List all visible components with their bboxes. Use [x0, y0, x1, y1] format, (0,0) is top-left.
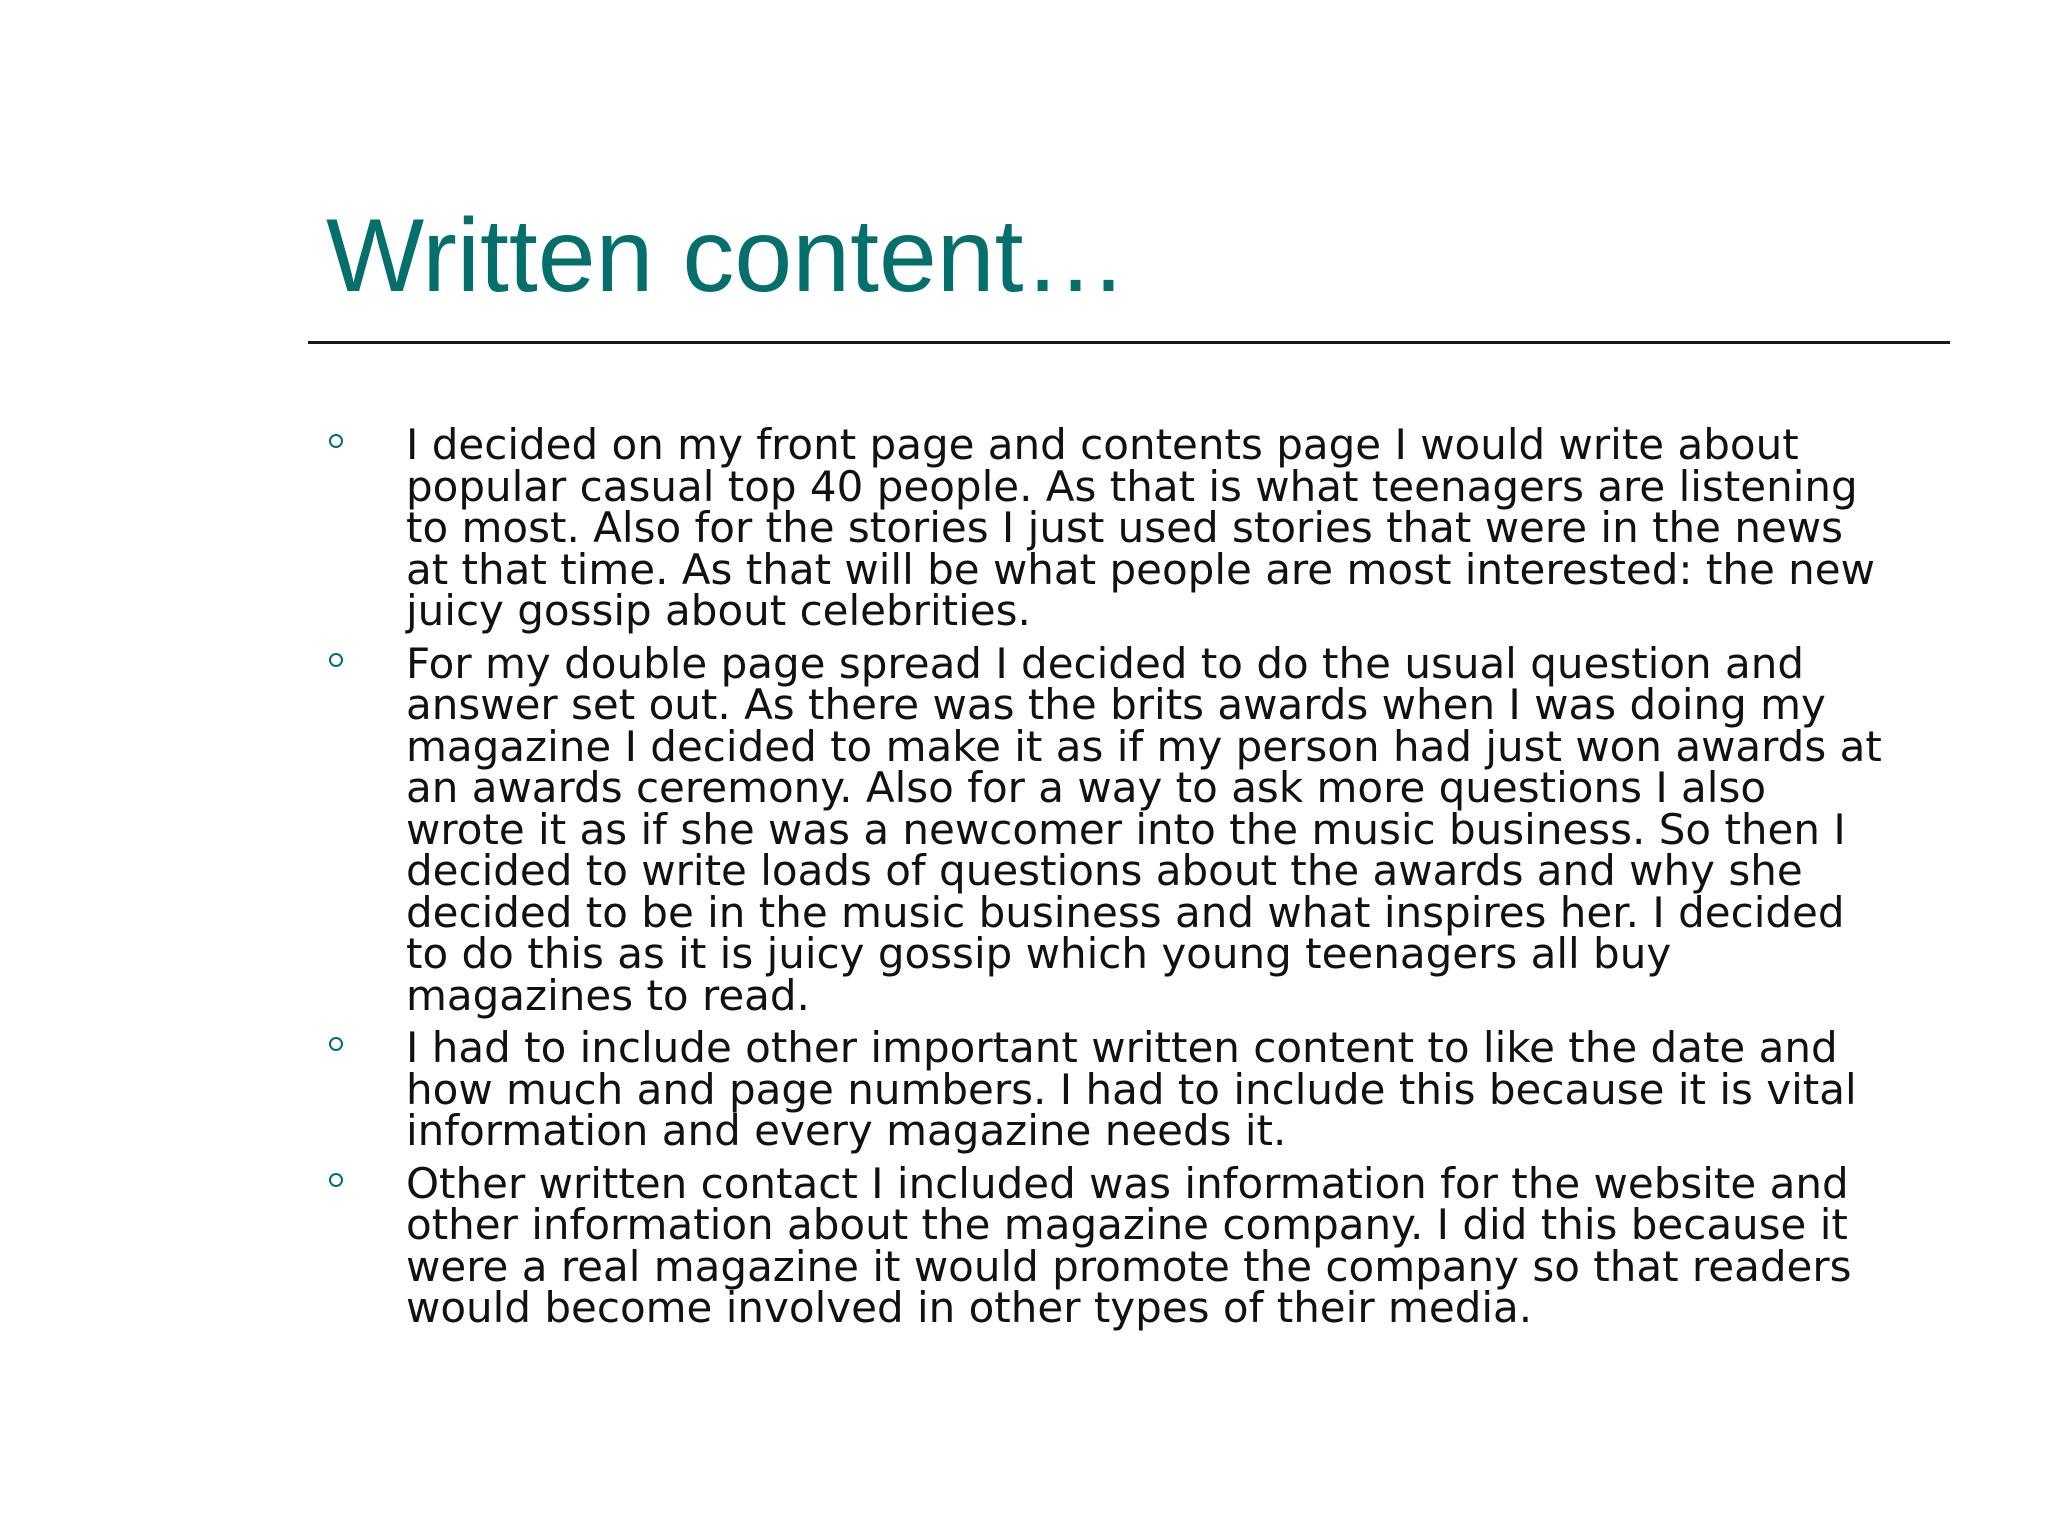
- hollow-circle-bullet-icon: [329, 653, 343, 667]
- bullet-line: other information about the magazine company. I did this because it: [406, 1200, 1848, 1249]
- bullet-line: magazine I decided to make it as if my person had just won awards at: [406, 721, 1882, 771]
- hollow-circle-bullet-icon: [329, 434, 343, 448]
- bullet-line: would become involved in other types of their media.: [406, 1283, 1533, 1332]
- bullet-list: [326, 420, 1966, 1340]
- hollow-circle-bullet-icon: [329, 1037, 343, 1051]
- bullet-line: decided to write loads of questions about the awards and why she: [406, 846, 1803, 895]
- bullet-line: wrote it as if she was a newcomer into the music business. So then I: [406, 804, 1846, 854]
- bullet-item: [326, 420, 1966, 635]
- bullet-line: to do this as it is juicy gossip which young teenagers all buy: [406, 929, 1672, 978]
- bullet-line: For my double page spread I decided to do the usual question and: [406, 638, 1805, 688]
- bullet-line: an awards ceremony. Also for a way to ask more questions I also: [406, 763, 1767, 812]
- title-divider: [308, 341, 1950, 344]
- bullet-line: I had to include other important written content to like the date and: [406, 1023, 1838, 1072]
- bullet-line: decided to be in the music business and what inspires her. I decided: [406, 887, 1845, 937]
- bullet-line: were a real magazine it would promote the company so that readers: [406, 1241, 1852, 1291]
- bullet-line: magazines to read.: [406, 970, 810, 1020]
- bullet-line: at that time. As that will be what people are most interested: the new: [406, 544, 1875, 594]
- hollow-circle-bullet-icon: [329, 1173, 343, 1187]
- bullet-line: how much and page numbers. I had to include this because it is vital: [406, 1064, 1857, 1114]
- bullet-line: to most. Also for the stories I just used stories that were in the news: [406, 503, 1844, 552]
- bullet-line: juicy gossip about celebrities.: [406, 586, 1031, 635]
- bullet-line: information and every magazine needs it.: [406, 1106, 1287, 1155]
- bullet-line: I decided on my front page and contents page I would write about: [406, 420, 1799, 469]
- bullet-line: answer set out. As there was the brits awards when I was doing my: [406, 680, 1826, 729]
- bullet-line: popular casual top 40 people. As that is what teenagers are listening: [406, 461, 1858, 511]
- bullet-item: [326, 638, 1966, 1020]
- bullet-item: [326, 1158, 1966, 1332]
- bullet-line: Other written contact I included was information for the website and: [406, 1158, 1849, 1208]
- bullet-item: [326, 1023, 1966, 1155]
- slide-title: Written content…: [326, 198, 1128, 314]
